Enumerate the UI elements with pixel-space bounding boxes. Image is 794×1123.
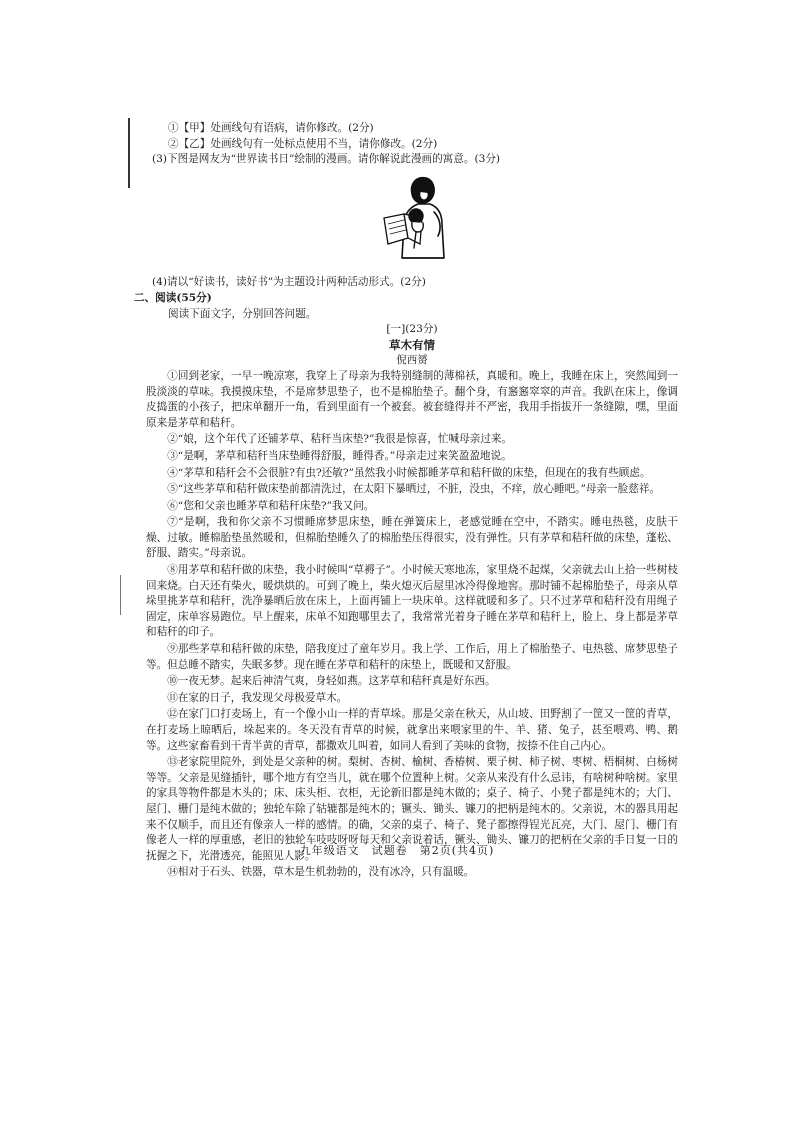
binding-margin-line	[128, 118, 130, 188]
paragraph-14: ⑭相对于石头、铁器，草木是生机勃勃的，没有冰冷，只有温暖。	[167, 866, 475, 879]
paragraph-11: ⑪在家的日子，我发现父母极爱草木。	[167, 691, 348, 704]
comic-illustration	[378, 172, 466, 266]
paragraph-3: ③“是啊，茅草和秸秆当床垫睡得舒服，睡得香。”母亲走过来笑盈盈地说。	[167, 449, 512, 462]
question-3: (3)下图是网友为“世界读书日”绘制的漫画。请你解说此漫画的寓意。(3分)	[152, 153, 501, 166]
paragraph-1: ①回到老家，一早一晚凉寒，我穿上了母亲为我特别缝制的薄棉袄，真暖和。晚上，我睡在床上，突然闻到一股淡淡的草味。我摸摸床垫，不是席梦思垫子，也不是棉胎垫子。翻个身，有窸窸窣窣的声音。我趴在床上，像调皮捣蛋的小孩子，把床单翻开一角，看到里面有一个被套。被套缝得并不严密，我用手指拔开一条缝隙，嘿，里面原来是茅草和秸秆。	[146, 369, 678, 429]
paragraph-12: ⑫在家门口打麦场上，有一个像小山一样的青草垛。那是父亲在秋天，从山坡、田野割了一筐又一筐的青草，在打麦场上晾晒后，垛起来的。冬天没有青草的时候，就拿出来喂家里的牛、羊、猪、兔子，甚至喂鸡、鸭、鹅等。这些家畜看到干青半黄的青草，都撒欢儿叫着，如同人看到了美味的食物，按捺不住自己内心。	[146, 708, 678, 752]
paragraph-4: ④“茅草和秸秆会不会很脏?有虫?还敏?”虽然我小时候都睡茅草和秸秆做的床垫，但现在的我有些顾虑。	[167, 466, 651, 479]
paragraph-2: ②“娘，这个年代了还铺茅草、秸秆当床垫?”我很是惊喜，忙喊母亲过来。	[167, 433, 513, 446]
part-label: [一](23分)	[386, 323, 438, 336]
question-4: (4)请以“好读书，读好书”为主题设计两种活动形式。(2分)	[152, 276, 426, 289]
page-footer: 九年级语文 试题卷 第2页(共4页)	[299, 844, 495, 857]
paragraph-8: ⑧用茅草和秸秆做的床垫，我小时候叫“草褥子”。小时候天寒地冻，家里烧不起煤，父亲就去山上拾一些树枝回来烧。白天还有柴火，暖烘烘的。可到了晚上，柴火熄灭后屋里冰冷得像地窖。那时铺不起棉胎垫子，母亲从草垛里挑茅草和秸秆，洗净暴晒后放在床上，上面再铺上一块床单。这样就暖和多了。只不过茅草和秸秆没有用绳子固定，床单容易跑位。早上醒来，床单不知跑哪里去了，我常常光着身子睡在茅草和秸秆上，脸上、身上都是茅草和秸秆的印子。	[146, 564, 678, 639]
binding-margin-mark	[120, 575, 121, 615]
question-2-2: ②【乙】处画线句有一处标点使用不当，请你修改。(2分)	[168, 137, 438, 150]
page-content	[134, 121, 678, 881]
question-2-1: ①【甲】处画线句有语病，请你修改。(2分)	[168, 122, 374, 134]
paragraph-10: ⑩一夜无梦。起来后神清气爽，身轻如燕。这茅草和秸秆真是好东西。	[167, 675, 496, 688]
article-title: 草木有情	[389, 337, 435, 352]
paragraph-9: ⑨那些茅草和秸秆做的床垫，陪我度过了童年岁月。我上学、工作后，用上了棉胎垫子、电热毯、席梦思垫子等。但总睡不踏实，失眠多梦。现在睡在茅草和秸秆的床垫上，既暖和又舒服。	[146, 643, 678, 671]
paragraph-5: ⑤“这些茅草和秸秆做床垫前都清洗过，在太阳下暴晒过，不脏，没虫，不痒，放心睡吧。”母亲一脸慈祥。	[167, 483, 661, 496]
article-author: 倪西赟	[396, 354, 428, 367]
section-heading: 二、阅读(55分)	[134, 291, 212, 304]
paragraph-6: ⑥“您和父亲也睡茅草和秸秆床垫?”我又问。	[167, 499, 375, 512]
paragraph-13: ⑬老家院里院外，到处是父亲种的树。梨树、杏树、榆树、香椿树、栗子树、柿子树、枣树、梧桐树、白杨树等等。父亲是见缝插针，哪个地方有空当儿，就在哪个位置种上树。父亲从来没有什么忌讳，有啥树种啥树。家里的家具等物件都是木头的；床、床头柜、衣柜，无论新旧都是纯木做的；桌子、椅子、小凳子都是纯木的；大门、屋门、栅门是纯木做的；独轮车除了轱辘都是纯木的；镢头、锄头、镰刀的把柄是纯木的。父亲说，木的器具用起来不仅顺手，而且还有像亲人一样的感情。的确，父亲的桌子、椅子、凳子都擦得锃光瓦亮，大门、屋门、栅门有像老人一样的厚重感，老旧的独轮车吱吱呀呀每天和父亲说着话，镢头、锄头、镰刀的把柄在父亲的手日复一日的抚握之下，光滑透亮，能照见人影。	[146, 756, 678, 862]
paragraph-7: ⑦“是啊，我和你父亲不习惯睡席梦思床垫，睡在弹簧床上，老感觉睡在空中，不踏实。睡电热毯，皮肤干燥、过敏。睡棉胎垫虽然暖和，但棉胎垫睡久了的棉胎垫压得很实，没有弹性。只有茅草和秸秆做的床垫，蓬松、舒服、踏实。”母亲说。	[146, 516, 678, 560]
reading-instruction: 阅读下面文字，分别回答问题。	[168, 307, 317, 320]
